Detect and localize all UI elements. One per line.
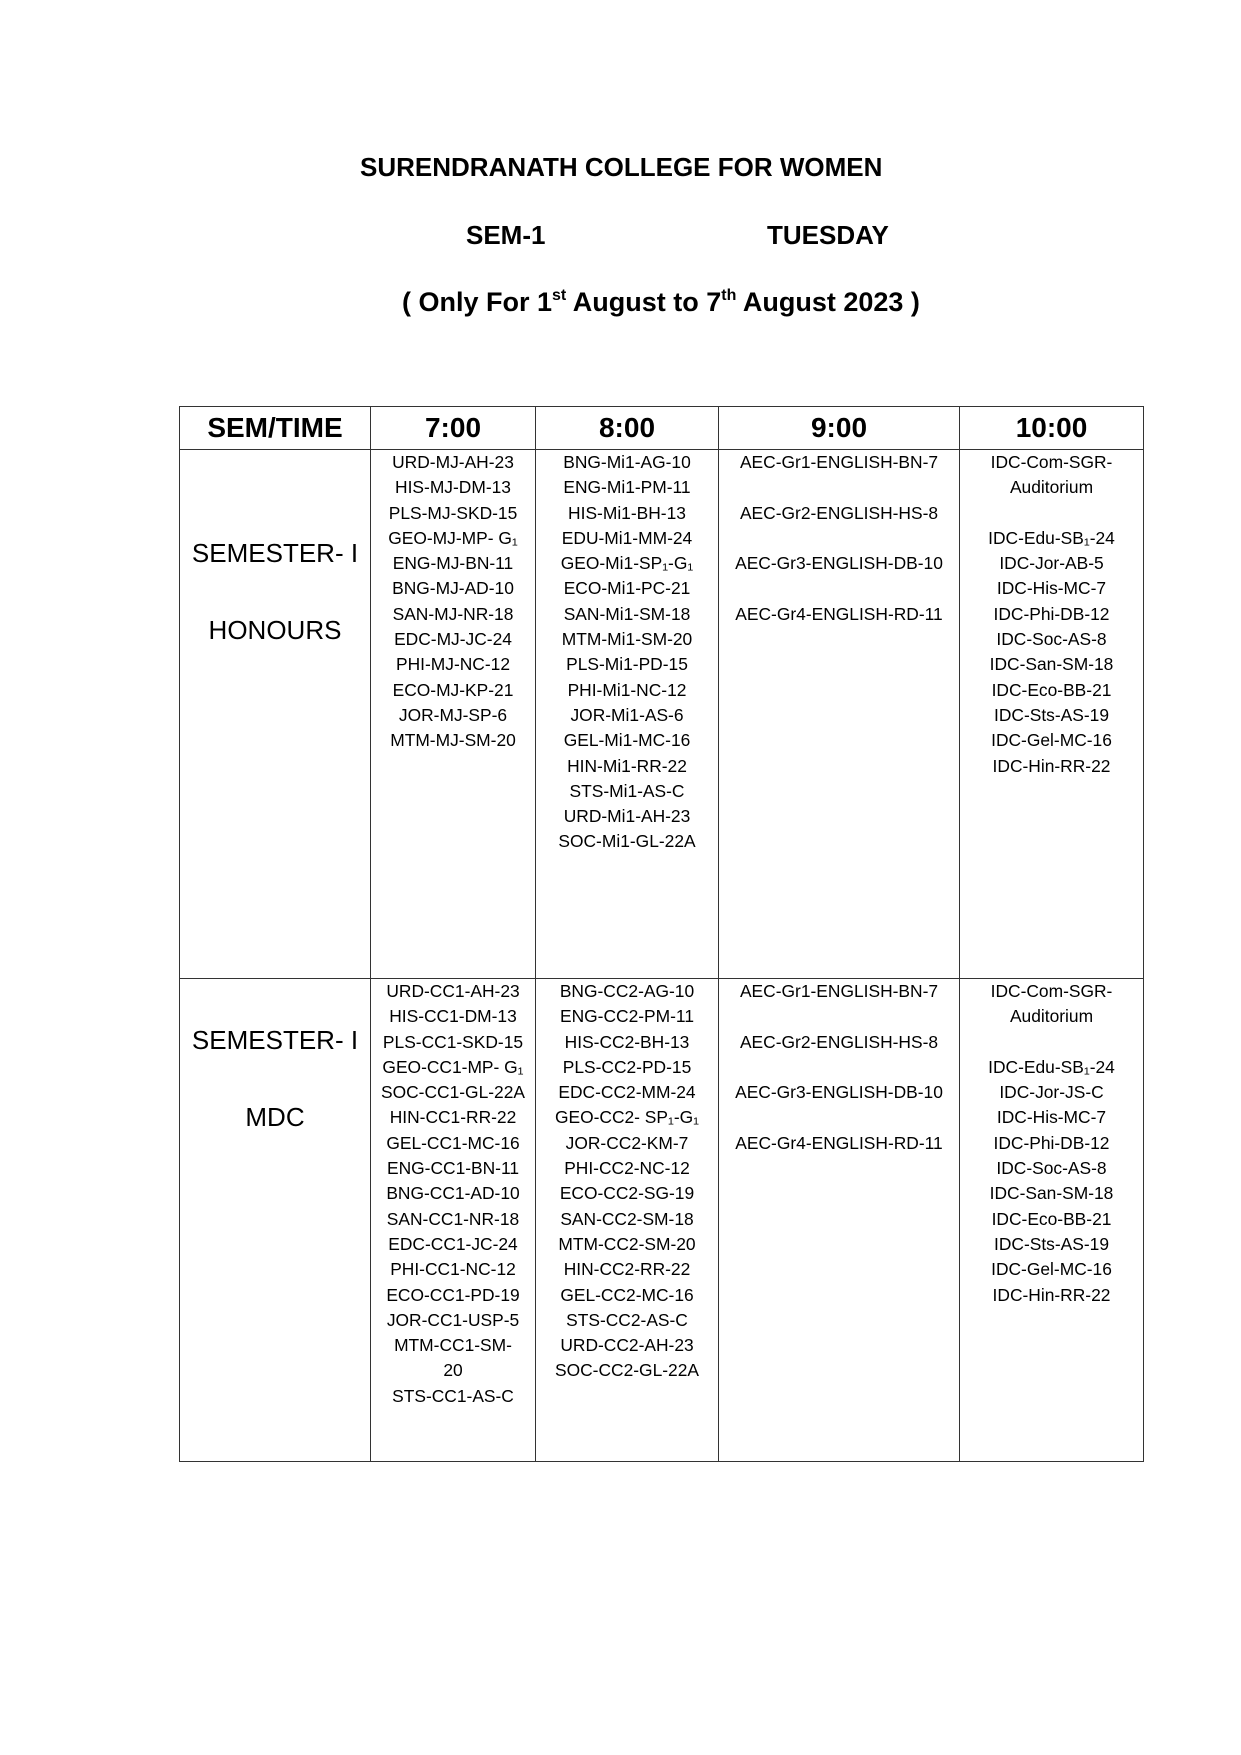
- class-entry: BNG-Mi1-AG-10: [563, 452, 691, 472]
- class-entry: JOR-Mi1-AS-6: [570, 704, 684, 725]
- class-entry: PLS-MJ-SKD-15: [388, 502, 518, 523]
- class-entry: SOC-Mi1-GL-22A: [558, 831, 696, 852]
- class-entry: GEO-Mi1-SP₁-G₁: [560, 553, 694, 574]
- row-label-line: MDC: [245, 1102, 305, 1132]
- header-cell: SEM/TIME: [180, 407, 371, 450]
- spacer: [960, 1030, 1143, 1055]
- class-entry: IDC-Phi-DB-12: [993, 1132, 1110, 1153]
- class-entry: MTM-CC1-SM-: [394, 1335, 512, 1356]
- row-label: [180, 450, 371, 979]
- class-entry: AEC-Gr4-ENGLISH-RD-11: [735, 1132, 943, 1153]
- class-entry: JOR-CC2-KM-7: [565, 1132, 689, 1153]
- row-label-line: HONOURS: [208, 615, 342, 645]
- table-row: [180, 979, 1144, 1462]
- row-label-line: SEMESTER- I: [191, 538, 359, 568]
- slot-10-00: [960, 979, 1144, 1462]
- class-entry: IDC-Edu-SB₁-24: [988, 527, 1115, 548]
- slot-8-00: [536, 450, 719, 979]
- class-entry: URD-Mi1-AH-23: [563, 806, 691, 827]
- class-entry: EDC-CC2-MM-24: [558, 1082, 696, 1103]
- class-entry: ECO-CC2-SG-19: [559, 1183, 695, 1204]
- class-entry: IDC-His-MC-7: [996, 1107, 1107, 1128]
- class-entry: HIS-MJ-DM-13: [395, 477, 511, 498]
- class-entry: STS-CC1-AS-C: [392, 1385, 514, 1406]
- class-entry: SOC-CC2-GL-22A: [555, 1360, 699, 1381]
- class-entry: HIN-CC1-RR-22: [389, 1107, 517, 1128]
- class-entry: HIS-CC1-DM-13: [389, 1006, 517, 1027]
- slot-7-00: [371, 979, 536, 1462]
- class-entry: IDC-San-SM-18: [989, 654, 1114, 675]
- class-entry: MTM-MJ-SM-20: [390, 730, 516, 751]
- class-entry: IDC-Sts-AS-19: [994, 704, 1109, 725]
- spacer: [719, 1055, 959, 1080]
- class-entry: GEL-CC2-MC-16: [560, 1284, 694, 1305]
- class-entry: IDC-His-MC-7: [996, 578, 1107, 599]
- class-entry: HIS-CC2-BH-13: [564, 1031, 690, 1052]
- class-entry: Auditorium: [1009, 1006, 1094, 1027]
- class-entry: URD-CC2-AH-23: [560, 1335, 694, 1356]
- spacer: [719, 475, 959, 500]
- class-entry: BNG-MJ-AD-10: [392, 578, 514, 599]
- class-entry: ENG-CC2-PM-11: [560, 1006, 694, 1027]
- class-entry: PLS-CC1-SKD-15: [382, 1031, 524, 1052]
- class-entry: JOR-CC1-USP-5: [386, 1309, 520, 1330]
- class-entry: GEO-MJ-MP- G₁: [388, 527, 518, 548]
- class-entry: ENG-Mi1-PM-11: [563, 477, 691, 498]
- slot-10-00: [960, 450, 1144, 979]
- class-entry: IDC-Hin-RR-22: [992, 1284, 1111, 1305]
- class-entry: IDC-Soc-AS-8: [996, 629, 1107, 650]
- row-label: [180, 979, 371, 1462]
- class-entry: ECO-Mi1-PC-21: [563, 578, 691, 599]
- spacer: [719, 526, 959, 551]
- class-entry: IDC-Com-SGR-: [990, 452, 1113, 472]
- class-entry: GEL-CC1-MC-16: [386, 1132, 520, 1153]
- class-entry: IDC-Eco-BB-21: [991, 679, 1112, 700]
- class-entry: AEC-Gr3-ENGLISH-DB-10: [735, 553, 943, 574]
- class-entry: STS-CC2-AS-C: [566, 1309, 688, 1330]
- class-entry: MTM-Mi1-SM-20: [561, 629, 693, 650]
- slot-9-00: [719, 979, 960, 1462]
- class-entry: HIS-Mi1-BH-13: [568, 502, 686, 523]
- class-entry: IDC-San-SM-18: [989, 1183, 1114, 1204]
- class-entry: GEL-Mi1-MC-16: [563, 730, 691, 751]
- class-entry: AEC-Gr2-ENGLISH-HS-8: [739, 502, 939, 523]
- class-entry: ECO-CC1-PD-19: [386, 1284, 520, 1305]
- class-entry: SAN-CC2-SM-18: [560, 1208, 694, 1229]
- class-entry: PLS-Mi1-PD-15: [566, 654, 688, 675]
- class-entry: IDC-Com-SGR-: [990, 981, 1113, 1001]
- class-entry: JOR-MJ-SP-6: [398, 704, 508, 725]
- class-entry: PHI-CC2-NC-12: [564, 1158, 690, 1179]
- date-range-note: ( Only For 1st August to 7th August 2023 ): [402, 287, 920, 317]
- class-entry: 20: [443, 1360, 463, 1381]
- class-entry: SAN-MJ-NR-18: [392, 603, 514, 624]
- class-entry: AEC-Gr1-ENGLISH-BN-7: [739, 452, 939, 472]
- header-row: [180, 407, 1144, 450]
- class-entry: IDC-Sts-AS-19: [994, 1233, 1109, 1254]
- class-entry: IDC-Phi-DB-12: [993, 603, 1110, 624]
- class-entry: BNG-CC1-AD-10: [386, 1183, 520, 1204]
- class-entry: MTM-CC2-SM-20: [558, 1233, 696, 1254]
- spacer: [719, 1105, 959, 1130]
- class-entry: GEO-CC2- SP₁-G₁: [554, 1107, 700, 1128]
- class-entry: EDC-MJ-JC-24: [394, 629, 512, 650]
- class-entry: URD-CC1-AH-23: [386, 981, 520, 1001]
- class-entry: AEC-Gr4-ENGLISH-RD-11: [735, 603, 943, 624]
- class-entry: IDC-Hin-RR-22: [992, 755, 1111, 776]
- semester-heading: SEM-1: [466, 220, 546, 250]
- class-entry: AEC-Gr1-ENGLISH-BN-7: [739, 981, 939, 1001]
- class-entry: ENG-CC1-BN-11: [386, 1158, 520, 1179]
- class-entry: PLS-CC2-PD-15: [562, 1056, 692, 1077]
- timetable: [179, 406, 1144, 1462]
- class-entry: EDC-CC1-JC-24: [388, 1233, 518, 1254]
- class-entry: IDC-Eco-BB-21: [991, 1208, 1112, 1229]
- slot-7-00: [371, 450, 536, 979]
- class-entry: IDC-Jor-AB-5: [999, 553, 1104, 574]
- class-entry: ENG-MJ-BN-11: [392, 553, 514, 574]
- class-entry: AEC-Gr2-ENGLISH-HS-8: [739, 1031, 939, 1052]
- class-entry: HIN-Mi1-RR-22: [567, 755, 687, 776]
- class-entry: IDC-Soc-AS-8: [996, 1158, 1107, 1179]
- class-entry: IDC-Gel-MC-16: [991, 1259, 1112, 1280]
- header-cell: 9:00: [719, 407, 960, 450]
- spacer: [719, 1004, 959, 1029]
- class-entry: SAN-Mi1-SM-18: [563, 603, 691, 624]
- class-entry: EDU-Mi1-MM-24: [561, 527, 693, 548]
- class-entry: SAN-CC1-NR-18: [386, 1208, 520, 1229]
- day-heading: TUESDAY: [767, 220, 889, 250]
- slot-8-00: [536, 979, 719, 1462]
- class-entry: PHI-MJ-NC-12: [395, 654, 510, 675]
- header-cell: 8:00: [536, 407, 719, 450]
- spacer: [960, 501, 1143, 526]
- class-entry: Auditorium: [1009, 477, 1094, 498]
- college-name: SURENDRANATH COLLEGE FOR WOMEN: [360, 152, 883, 182]
- class-entry: IDC-Jor-JS-C: [999, 1082, 1104, 1103]
- spacer: [719, 576, 959, 601]
- class-entry: HIN-CC2-RR-22: [563, 1259, 691, 1280]
- class-entry: IDC-Edu-SB₁-24: [988, 1056, 1115, 1077]
- row-label-line: SEMESTER- I: [191, 1025, 359, 1055]
- slot-9-00: [719, 450, 960, 979]
- header-cell: 10:00: [960, 407, 1144, 450]
- header-cell: 7:00: [371, 407, 536, 450]
- class-entry: PHI-Mi1-NC-12: [567, 679, 687, 700]
- class-entry: BNG-CC2-AG-10: [559, 981, 695, 1001]
- class-entry: IDC-Gel-MC-16: [991, 730, 1112, 751]
- class-entry: AEC-Gr3-ENGLISH-DB-10: [735, 1082, 943, 1103]
- class-entry: GEO-CC1-MP- G₁: [382, 1056, 524, 1077]
- class-entry: PHI-CC1-NC-12: [390, 1259, 516, 1280]
- class-entry: URD-MJ-AH-23: [392, 452, 514, 472]
- class-entry: STS-Mi1-AS-C: [569, 780, 685, 801]
- class-entry: SOC-CC1-GL-22A: [381, 1082, 525, 1103]
- table-row: [180, 450, 1144, 979]
- class-entry: ECO-MJ-KP-21: [392, 679, 514, 700]
